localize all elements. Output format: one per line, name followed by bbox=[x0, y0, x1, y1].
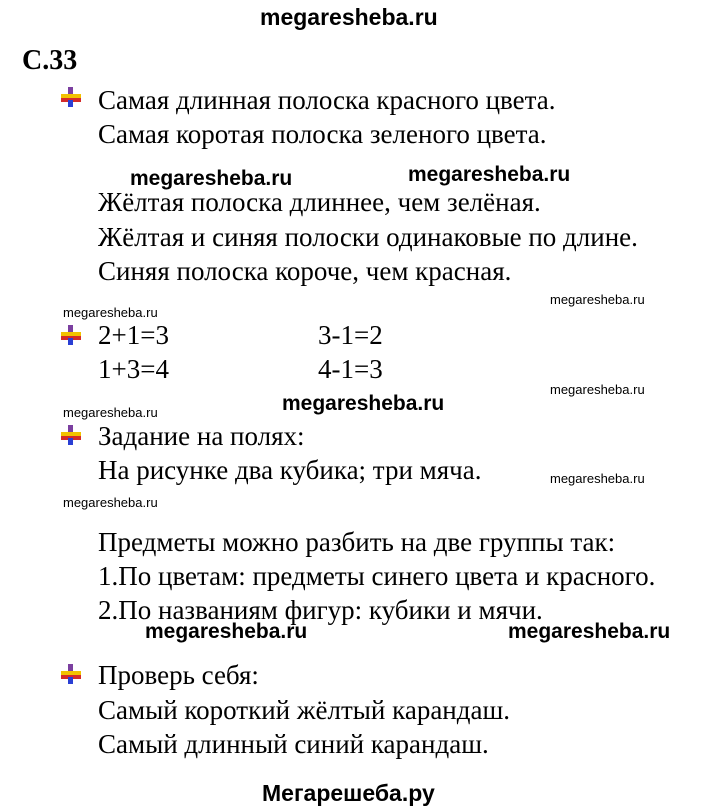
section3-title: Задание на полях: bbox=[98, 421, 305, 451]
site-header: megaresheba.ru bbox=[260, 4, 438, 30]
bullet-arrow-icon bbox=[60, 86, 82, 108]
section3-line-1: На рисунке два кубика; три мяча. bbox=[98, 455, 482, 485]
watermark: megaresheba.ru bbox=[63, 495, 158, 510]
watermark: megaresheba.ru bbox=[63, 405, 158, 420]
watermark: megaresheba.ru bbox=[550, 471, 645, 486]
section3-line-2: Предметы можно разбить на две группы так: bbox=[98, 527, 616, 557]
equation: 3-1=2 bbox=[318, 320, 383, 350]
watermark: megaresheba.ru bbox=[508, 620, 671, 643]
section3-line-3: 1.По цветам: предметы синего цвета и красного. bbox=[98, 561, 656, 591]
bullet-arrow-icon bbox=[60, 424, 82, 446]
equation: 1+3=4 bbox=[98, 354, 169, 384]
equation: 4-1=3 bbox=[318, 354, 383, 384]
section1-line-4: Жёлтая и синяя полоски одинаковые по длине. bbox=[98, 222, 638, 252]
equation: 2+1=3 bbox=[98, 320, 169, 350]
watermark: megaresheba.ru bbox=[130, 167, 293, 190]
section4-line-1: Самый короткий жёлтый карандаш. bbox=[98, 695, 511, 725]
watermark: megaresheba.ru bbox=[145, 620, 308, 643]
bullet-arrow-icon bbox=[60, 663, 82, 685]
watermark: megaresheba.ru bbox=[63, 305, 158, 320]
site-footer: Мегарешеба.ру bbox=[262, 780, 435, 806]
section4-line-2: Самый длинный синий карандаш. bbox=[98, 729, 489, 759]
watermark: megaresheba.ru bbox=[282, 392, 445, 415]
watermark: megaresheba.ru bbox=[550, 382, 645, 397]
page-label: С.33 bbox=[22, 45, 78, 76]
watermark: megaresheba.ru bbox=[408, 163, 571, 186]
watermark: megaresheba.ru bbox=[550, 292, 645, 307]
section4-title: Проверь себя: bbox=[98, 660, 259, 690]
section1-line-5: Синяя полоска короче, чем красная. bbox=[98, 256, 512, 286]
section3-line-4: 2.По названиям фигур: кубики и мячи. bbox=[98, 595, 543, 625]
section1-line-1: Самая длинная полоска красного цвета. bbox=[98, 85, 556, 115]
bullet-arrow-icon bbox=[60, 324, 82, 346]
section1-line-2: Самая коротая полоска зеленого цвета. bbox=[98, 119, 547, 149]
section1-line-3: Жёлтая полоска длиннее, чем зелёная. bbox=[98, 187, 541, 217]
